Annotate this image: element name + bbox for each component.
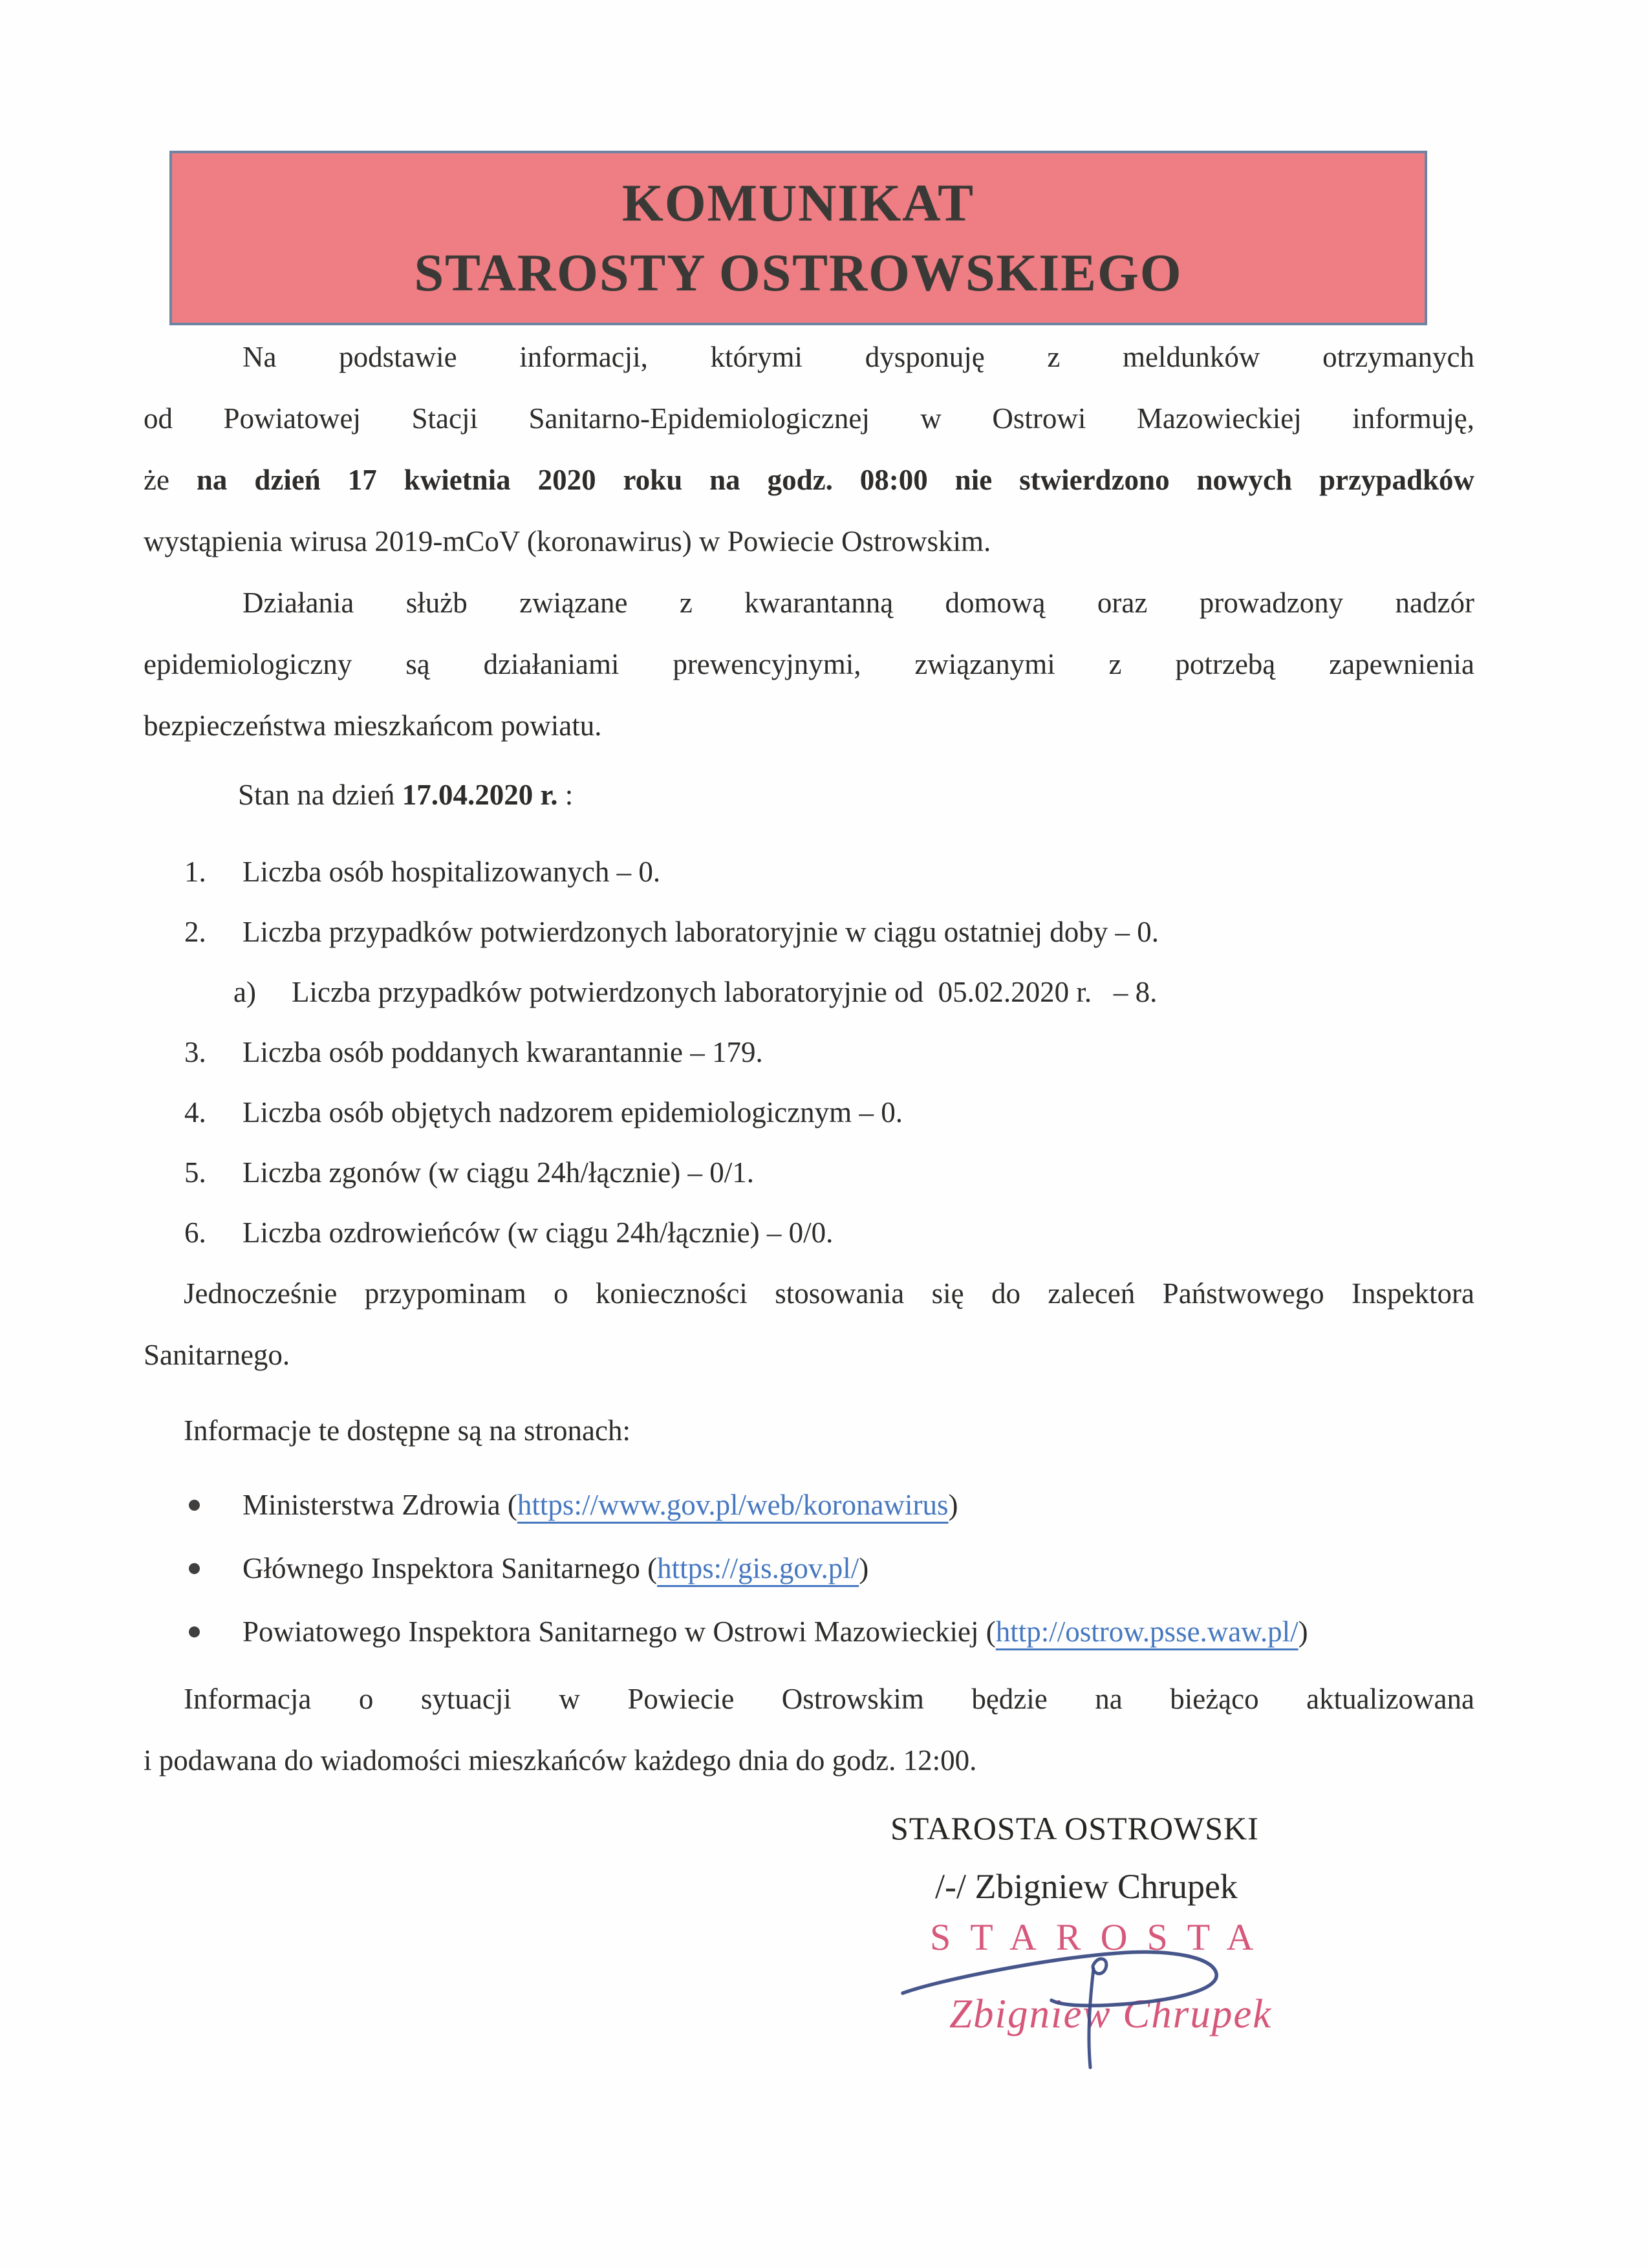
- document-content: [144, 0, 1474, 1859]
- source-item-link[interactable]: https://www.gov.pl/web/koronawirus: [517, 1489, 949, 1521]
- closing-line2: i podawana do wiadomości mieszkańców każdego dnia do godz. 12:00.: [144, 1744, 977, 1777]
- prevention-paragraph: [144, 572, 1474, 757]
- statistics-item-marker: 2.: [184, 916, 206, 948]
- statistics-item-marker: a): [233, 976, 256, 1008]
- statistics-item: [144, 962, 1474, 1022]
- statistics-item: [144, 1022, 1474, 1083]
- sources-intro-line: Informacje te dostępne są na stronach:: [184, 1414, 630, 1447]
- statistics-item-marker: 6.: [184, 1216, 206, 1249]
- intro-line4: wystąpienia wirusa 2019-mCoV (koronawirus) w Powiecie Ostrowskim.: [144, 525, 991, 557]
- status-pre: Stan na dzień: [238, 779, 402, 811]
- source-item-pre: Powiatowego Inspektora Sanitarnego w Ostrowi Mazowieckiej (: [242, 1615, 996, 1648]
- banner-title-line1: KOMUNIKAT: [622, 173, 975, 232]
- sources-list: [144, 1473, 1474, 1663]
- reminder-line1: Jednocześnie przypominam o konieczności stosowania się do zaleceń Państwowego Inspektora: [184, 1277, 1474, 1310]
- intro-line3-normal: że: [144, 464, 197, 496]
- source-item-text: [242, 1537, 868, 1600]
- statistics-item-marker: 3.: [184, 1036, 206, 1068]
- source-item-pre: Głównego Inspektora Sanitarnego (: [242, 1552, 658, 1584]
- status-date-line: [144, 764, 1474, 826]
- statistics-item-text: Liczba osób hospitalizowanych – 0.: [242, 856, 661, 888]
- closing-line1: Informacja o sytuacji w Powiecie Ostrowskim będzie na bieżąco aktualizowana: [184, 1683, 1474, 1715]
- statistics-item-text: Liczba osób poddanych kwarantannie – 179.: [242, 1036, 763, 1068]
- intro-line1: Na podstawie informacji, którymi dysponuję z meldunków otrzymanych: [242, 341, 1474, 373]
- status-post: :: [557, 779, 574, 811]
- statistics-item-text: Liczba ozdrowieńców (w ciągu 24h/łącznie) – 0/0.: [242, 1216, 834, 1249]
- intro-line3: [144, 449, 1474, 511]
- bullet-icon: [189, 1563, 200, 1574]
- signature-title: STAROSTA OSTROWSKI: [890, 1810, 1259, 1846]
- source-item-link[interactable]: https://gis.gov.pl/: [657, 1552, 859, 1584]
- statistics-item-text: Liczba przypadków potwierdzonych laboratoryjnie od 05.02.2020 r. – 8.: [292, 976, 1158, 1008]
- reminder-line2: Sanitarnego.: [144, 1339, 290, 1371]
- statistics-item-text: Liczba przypadków potwierdzonych laboratoryjnie w ciągu ostatniej doby – 0.: [242, 916, 1159, 948]
- intro-paragraph: [144, 327, 1474, 572]
- header-banner: [169, 151, 1427, 325]
- starosta-stamp: STAROSTA: [930, 1916, 1273, 1958]
- statistics-item-marker: 5.: [184, 1156, 206, 1189]
- statistics-item: [144, 842, 1474, 902]
- statistics-item: [144, 1203, 1474, 1263]
- source-item: [144, 1600, 1474, 1663]
- intro-line2: od Powiatowej Stacji Sanitarno-Epidemiologicznej w Ostrowi Mazowieckiej informuję,: [144, 402, 1474, 435]
- name-stamp: Zbigniew Chrupek: [949, 1991, 1273, 2036]
- source-item: [144, 1473, 1474, 1537]
- statistics-item-marker: 4.: [184, 1096, 206, 1129]
- prevention-line2: epidemiologiczny są działaniami prewencyjnymi, związanymi z potrzebą zapewnienia: [144, 648, 1474, 680]
- source-item-pre: Ministerstwa Zdrowia (: [242, 1489, 517, 1521]
- source-item-link[interactable]: http://ostrow.psse.waw.pl/: [995, 1615, 1299, 1648]
- closing-paragraph: [144, 1669, 1474, 1791]
- reminder-paragraph: [144, 1263, 1474, 1386]
- banner-title-line2: STAROSTY OSTROWSKIEGO: [414, 243, 1183, 302]
- bullet-icon: [189, 1500, 200, 1511]
- statistics-item: [144, 1143, 1474, 1203]
- statistics-item-text: Liczba osób objętych nadzorem epidemiologicznym – 0.: [242, 1096, 903, 1129]
- signature-signed-by: /-/ Zbigniew Chrupek: [935, 1867, 1238, 1906]
- statistics-list: [144, 842, 1474, 1263]
- statistics-item: [144, 1083, 1474, 1143]
- intro-line3-bold: na dzień 17 kwietnia 2020 roku na godz. 08:00 nie stwierdzono nowych przypadków: [196, 464, 1474, 496]
- bullet-icon: [189, 1626, 200, 1637]
- status-date: 17.04.2020 r.: [402, 779, 558, 811]
- source-item-post: ): [948, 1489, 958, 1521]
- prevention-line3: bezpieczeństwa mieszkańcom powiatu.: [144, 709, 602, 742]
- prevention-line1: Działania służb związane z kwarantanną domową oraz prowadzony nadzór: [242, 587, 1474, 619]
- handwritten-signature-ink: [899, 1940, 1229, 2076]
- statistics-item: [144, 902, 1474, 962]
- source-item-text: [242, 1473, 958, 1537]
- source-item-post: ): [1298, 1615, 1308, 1648]
- statistics-item-text: Liczba zgonów (w ciągu 24h/łącznie) – 0/1.: [242, 1156, 754, 1189]
- source-item: [144, 1537, 1474, 1600]
- source-item-text: [242, 1600, 1308, 1663]
- source-item-post: ): [859, 1552, 869, 1584]
- statistics-item-marker: 1.: [184, 856, 206, 888]
